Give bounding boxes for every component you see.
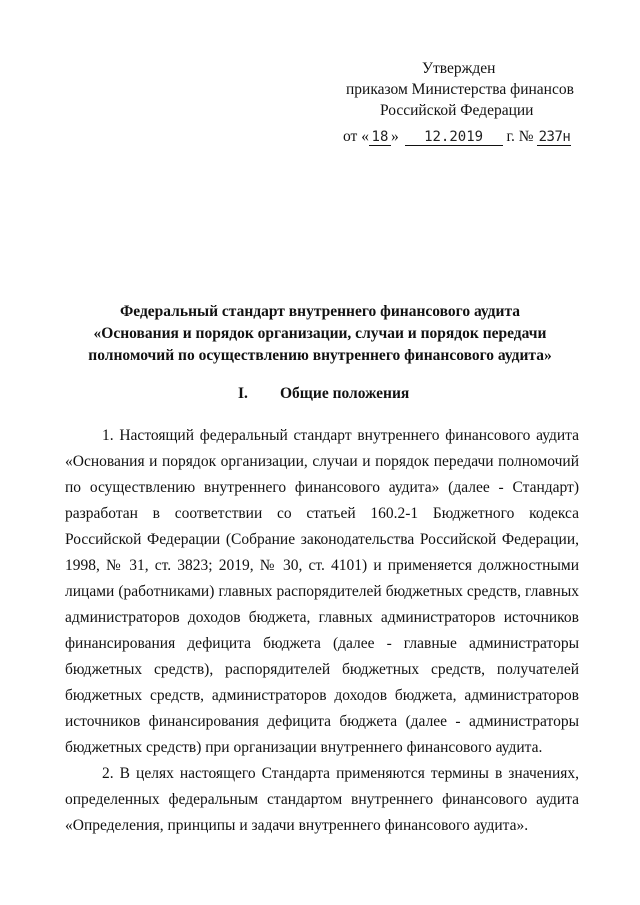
document-title bbox=[60, 301, 580, 367]
order-day: 18 bbox=[369, 129, 391, 146]
order-number: 237н bbox=[538, 129, 571, 145]
approval-block bbox=[340, 58, 600, 121]
paragraph-1: 1. Настоящий федеральный стандарт внутреннего финансового аудита «Основания и порядок организации, случаи и порядок передачи полномочий по осуществлению внутреннего финансового аудита» (далее - Стандарт) разработан в соответствии со статьей 160.2-1 Бюджетного кодекса Российской Федерации (Собрание законодательства Российской Федерации, 1998, № 31, ст. 3823; 2019, № 30, ст. 4101) и применяется должностными лицами (работниками) главных распорядителей бюджетных средств, главных администраторов доходов бюджета, главных администраторов источников финансирования дефицита бюджета (далее - главные администраторы бюджетных средств), распорядителей бюджетных средств, получателей бюджетных средств, администраторов доходов бюджета, администраторов источников финансирования дефицита бюджета (далее - администраторы бюджетных средств) при организации внутреннего финансового аудита. bbox=[65, 427, 579, 756]
order-day-close: » bbox=[390, 128, 399, 145]
approval-status: Утвержден bbox=[422, 60, 496, 77]
order-reference bbox=[343, 126, 571, 148]
section-name: Общие положения bbox=[280, 385, 410, 402]
order-prefix: от « bbox=[343, 128, 369, 145]
document-body bbox=[65, 423, 579, 839]
section-number: I. bbox=[238, 385, 248, 402]
approval-country: Российской Федерации bbox=[380, 102, 534, 119]
title-line-2: «Основания и порядок организации, случаи и порядок передачи bbox=[93, 325, 547, 342]
approval-authority: приказом Министерства финансов bbox=[346, 81, 574, 98]
order-number-label: г. № bbox=[506, 128, 534, 145]
paragraph-2: 2. В целях настоящего Стандарта применяются термины в значениях, определенных федеральным стандартом внутреннего финансового аудита «Определения, принципы и задачи внутреннего финансового аудита». bbox=[65, 765, 579, 834]
title-line-1: Федеральный стандарт внутреннего финансового аудита bbox=[119, 303, 521, 320]
title-line-3: полномочий по осуществлению внутреннего финансового аудита» bbox=[88, 347, 552, 364]
order-date: 12.2019 bbox=[405, 129, 503, 146]
